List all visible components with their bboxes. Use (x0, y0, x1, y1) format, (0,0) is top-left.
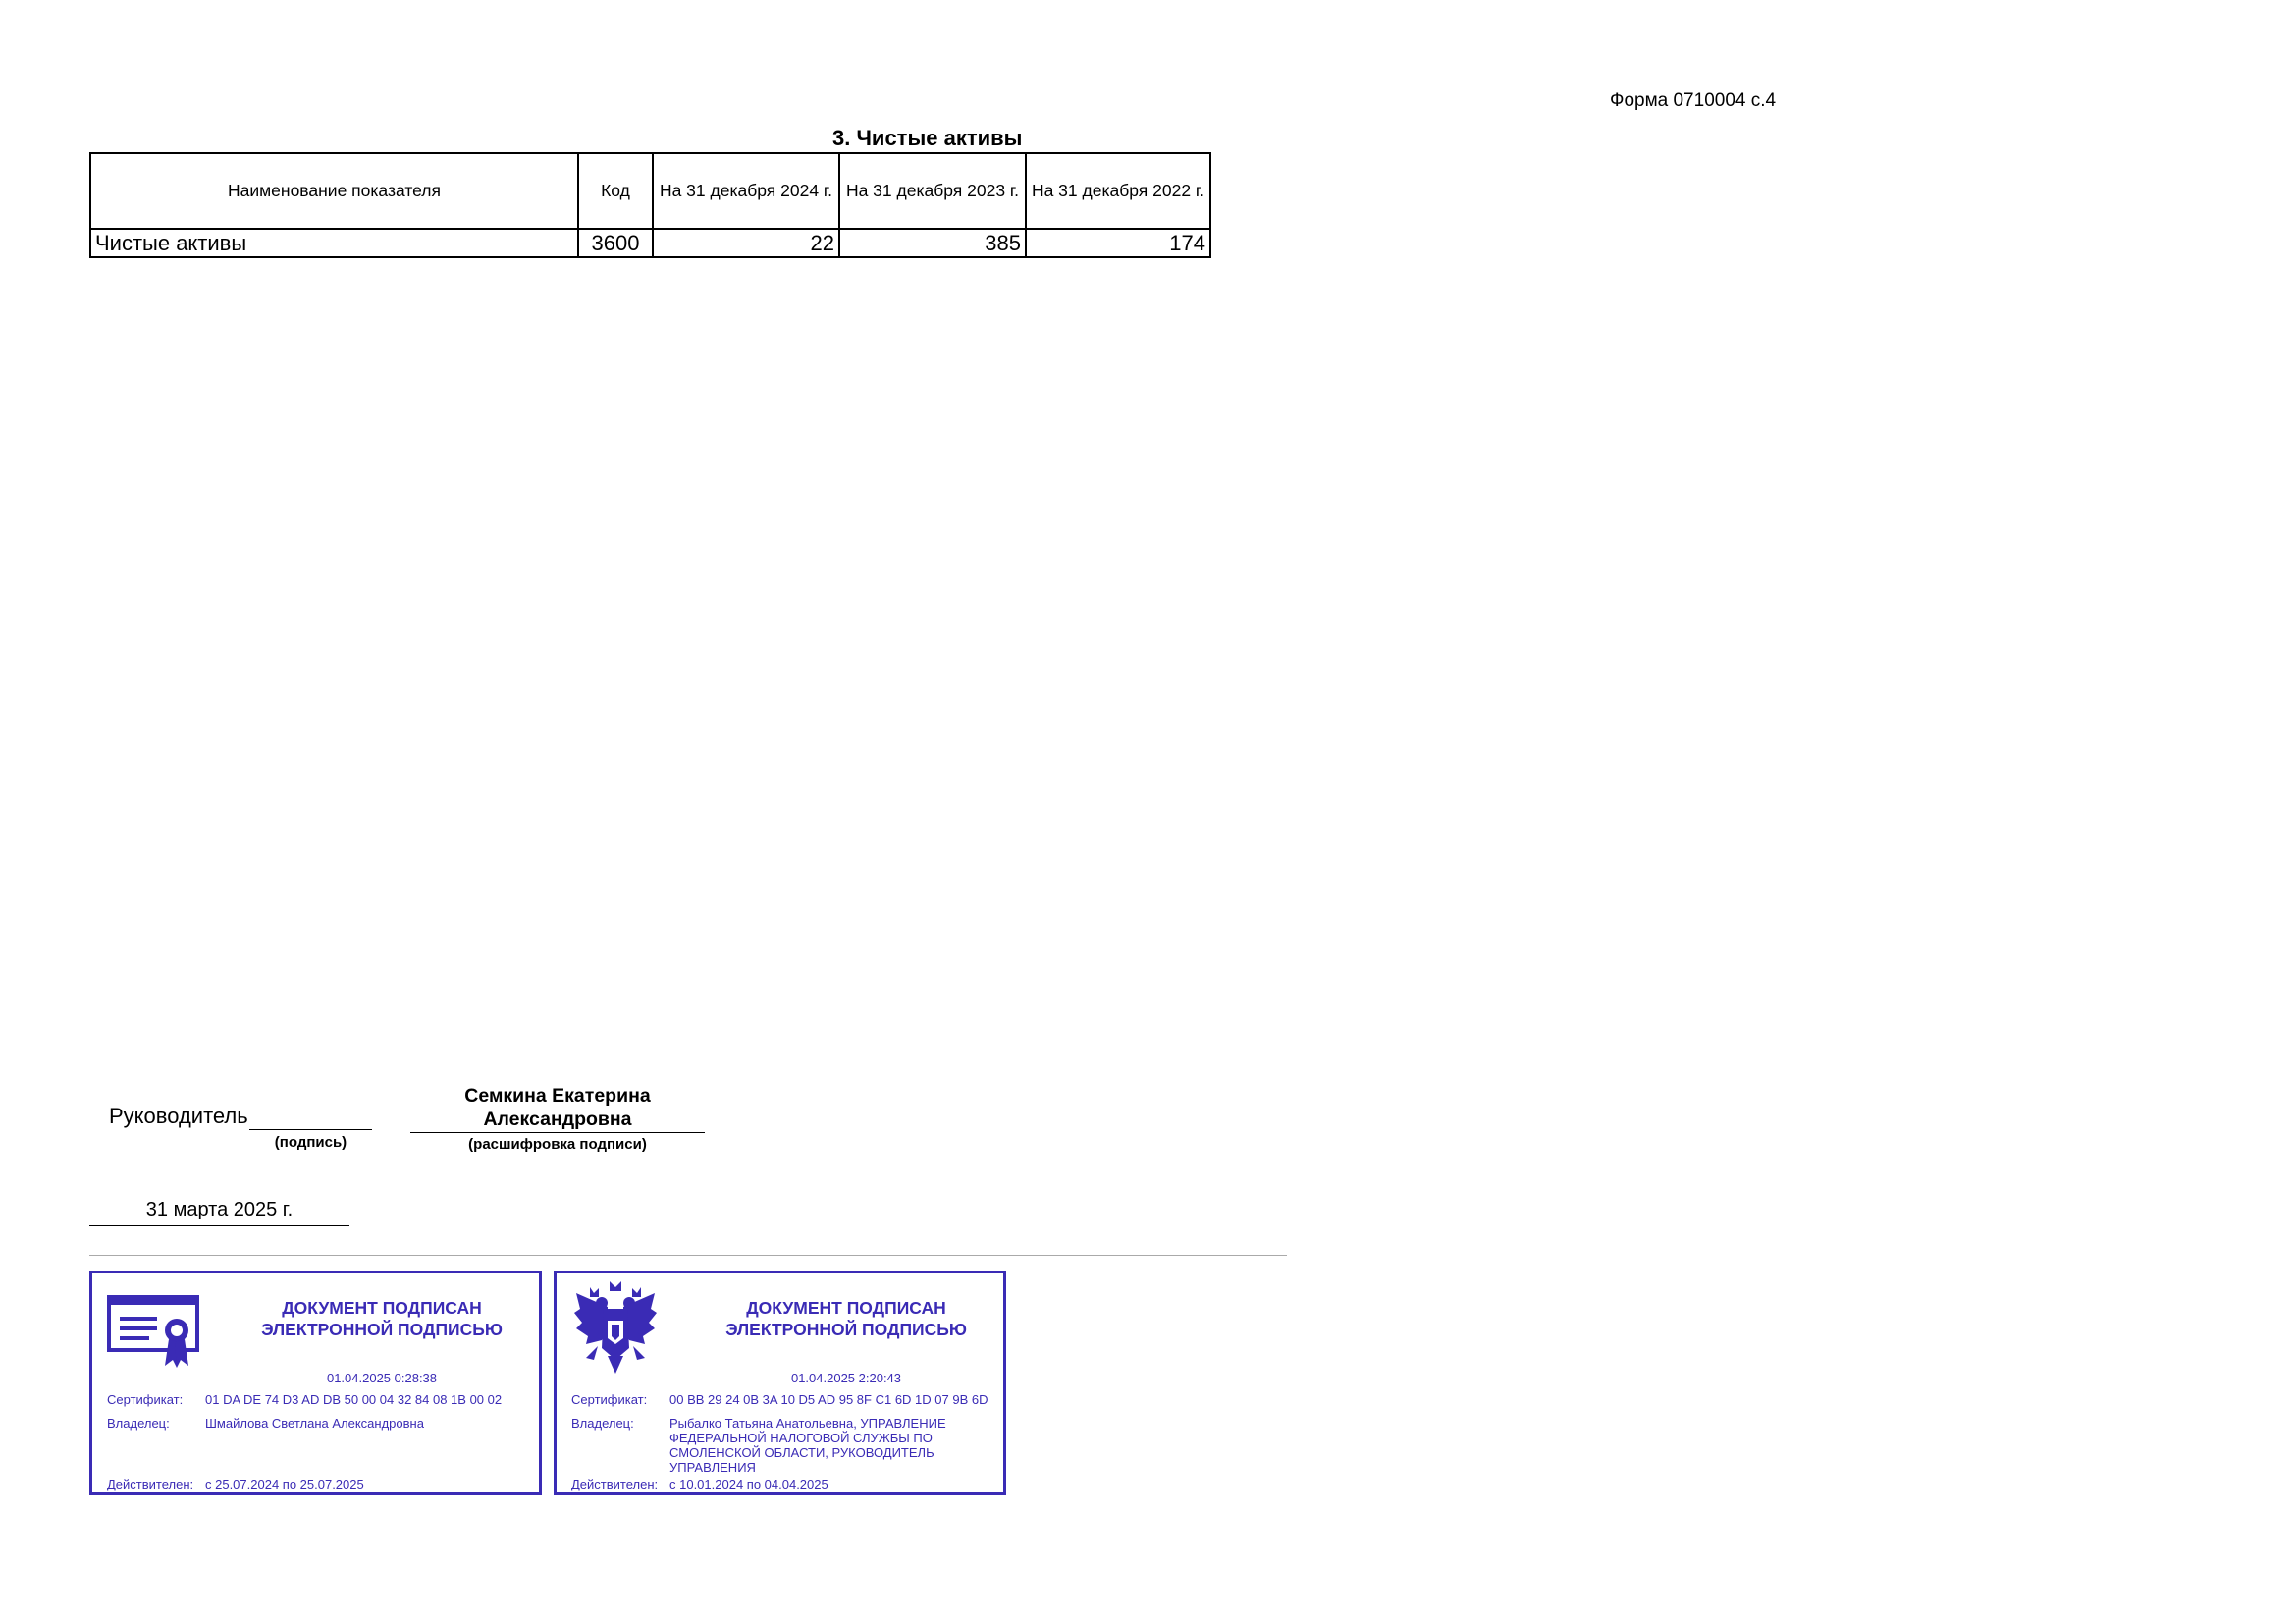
valid-value: с 25.07.2024 по 25.07.2025 (205, 1477, 364, 1491)
date-line (89, 1225, 349, 1226)
row-value-2024: 22 (653, 229, 839, 257)
signer-name (410, 1084, 705, 1131)
stamp-title-line1: ДОКУМЕНТ ПОДПИСАН (282, 1298, 482, 1318)
valid-label: Действителен: (571, 1477, 659, 1491)
owner-label: Владелец: (571, 1416, 634, 1431)
cert-value: 00 BB 29 24 0B 3A 10 D5 AD 95 8F C1 6D 1D 07 9B 6D (669, 1392, 988, 1407)
cert-label: Сертификат: (571, 1392, 648, 1407)
stamp-title-line1: ДОКУМЕНТ ПОДПИСАН (746, 1298, 946, 1318)
header-2022: На 31 декабря 2022 г. (1026, 153, 1210, 229)
header-2023: На 31 декабря 2023 г. (839, 153, 1026, 229)
divider (89, 1255, 1287, 1256)
cert-label: Сертификат: (107, 1392, 184, 1407)
stamp-title (704, 1297, 988, 1340)
owner-value: Рыбалко Татьяна Анатольевна, УПРАВЛЕНИЕ ФЕДЕРАЛЬНОЙ НАЛОГОВОЙ СЛУЖБЫ ПО СМОЛЕНСКОЙ ОБЛАСТИ, РУКОВОДИТЕЛЬ УПРАВЛЕНИЯ (669, 1416, 946, 1475)
e-signature-stamp-2 (554, 1271, 1006, 1495)
stamp-datetime: 01.04.2025 2:20:43 (790, 1371, 902, 1385)
valid-label: Действителен: (107, 1477, 194, 1491)
valid-value: с 10.01.2024 по 04.04.2025 (669, 1477, 828, 1491)
stamp-title-line2: ЭЛЕКТРОННОЙ ПОДПИСЬЮ (261, 1320, 503, 1339)
signer-name-line1: Семкина Екатерина (464, 1085, 651, 1107)
section-title: 3. Чистые активы (832, 126, 1023, 150)
stamp-title (240, 1297, 524, 1340)
table-row (90, 229, 1210, 257)
row-value-2023: 385 (839, 229, 1026, 257)
signature-caption: (подпись) (274, 1134, 347, 1151)
cert-value: 01 DA DE 74 D3 AD DB 50 00 04 32 84 08 1B 00 02 (205, 1392, 503, 1407)
name-caption: (расшифровка подписи) (468, 1136, 647, 1153)
form-code: Форма 0710004 с.4 (1610, 90, 1777, 111)
owner-value: Шмайлова Светлана Александровна (205, 1416, 424, 1431)
row-name: Чистые активы (90, 229, 578, 257)
e-signature-stamp-1 (89, 1271, 542, 1495)
header-code: Код (578, 153, 653, 229)
net-assets-table (89, 152, 1211, 258)
header-indicator-name: Наименование показателя (90, 153, 578, 229)
row-value-2022: 174 (1026, 229, 1210, 257)
signature-date: 31 марта 2025 г. (145, 1199, 294, 1220)
name-line (410, 1132, 705, 1133)
signature-line (249, 1129, 372, 1130)
certificate-icon (104, 1285, 202, 1370)
signer-role: Руководитель (109, 1104, 248, 1128)
coat-of-arms-icon (572, 1279, 659, 1376)
owner-label: Владелец: (107, 1416, 170, 1431)
header-2024: На 31 декабря 2024 г. (653, 153, 839, 229)
signer-name-line2: Александровна (483, 1109, 632, 1130)
row-code: 3600 (578, 229, 653, 257)
stamp-title-line2: ЭЛЕКТРОННОЙ ПОДПИСЬЮ (725, 1320, 967, 1339)
stamp-datetime: 01.04.2025 0:28:38 (326, 1371, 438, 1385)
table-header-row (90, 153, 1210, 229)
